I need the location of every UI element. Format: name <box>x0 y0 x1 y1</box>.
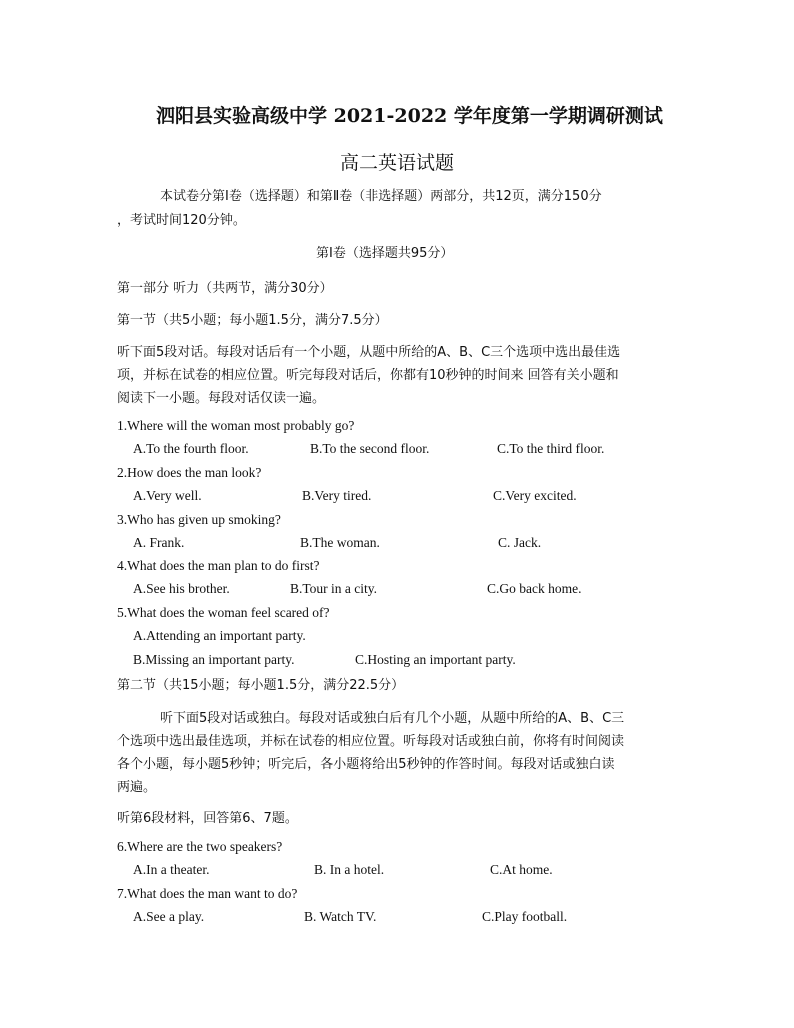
question-stem: 4.What does the man plan to do first? <box>117 558 320 573</box>
option-b: B. Watch TV. <box>304 909 377 924</box>
section2-heading: 第二节（共15小题；每小题1.5分，满分22.5分） <box>117 678 405 693</box>
option-a: A.To the fourth floor. <box>133 441 249 456</box>
question-stem: 7.What does the man want to do? <box>117 886 298 901</box>
section2-instruction: 听下面5段对话或独白。每段对话或独白后有几个小题，从题中所给的A、B、C三 <box>160 711 625 726</box>
option-c: C.To the third floor. <box>497 441 605 456</box>
section1-instruction: 听下面5段对话。每段对话后有一个小题，从题中所给的A、B、C三个选项中选出最佳选 <box>117 345 621 360</box>
option-a: A.In a theater. <box>133 862 210 877</box>
question-stem: 1.Where will the woman most probably go? <box>117 418 355 433</box>
option-c: C. Jack. <box>498 535 542 550</box>
option-b: B.To the second floor. <box>310 441 430 456</box>
option-b: B.Tour in a city. <box>290 581 378 596</box>
option-c: C.Go back home. <box>487 581 582 596</box>
material-heading: 听第6段材料，回答第6、7题。 <box>117 811 298 826</box>
section2-instruction: 各个小题，每小题5秒钟；听完后，各小题将给出5秒钟的作答时间。每段对话或独白读 <box>117 757 615 772</box>
section2-instruction: 两遍。 <box>117 780 157 795</box>
option-a: A.See a play. <box>133 909 205 924</box>
option-a: A. Frank. <box>133 535 185 550</box>
question-stem: 3.Who has given up smoking? <box>117 512 281 527</box>
option-a: A.Very well. <box>133 488 202 503</box>
intro-text-cont: ，考试时间120分钟。 <box>117 213 246 228</box>
option-c: C.Very excited. <box>493 488 577 503</box>
part1-heading: 第一部分 听力（共两节，满分30分） <box>117 281 333 296</box>
option-c: C.Play football. <box>482 909 568 924</box>
option-b: B.Missing an important party. <box>133 652 295 667</box>
section1-heading: 第一节（共5小题；每小题1.5分，满分7.5分） <box>117 313 388 328</box>
option-a: A.Attending an important party. <box>133 628 306 643</box>
option-b: B. In a hotel. <box>314 862 385 877</box>
option-a: A.See his brother. <box>133 581 230 596</box>
section1-instruction: 项，并标在试卷的相应位置。听完每段对话后，你都有10秒钟的时间来 回答有关小题和 <box>117 368 619 383</box>
volume-heading: 第Ⅰ卷（选择题共95分） <box>316 246 454 261</box>
question-stem: 5.What does the woman feel scared of? <box>117 605 330 620</box>
question-stem: 2.How does the man look? <box>117 465 262 480</box>
option-c: C.Hosting an important party. <box>355 652 516 667</box>
intro-text: 本试卷分第Ⅰ卷（选择题）和第Ⅱ卷（非选择题）两部分，共12页，满分150分 <box>160 189 602 204</box>
option-b: B.The woman. <box>300 535 380 550</box>
exam-title: 泗阳县实验高级中学 2021-2022 学年度第一学期调研测试 <box>156 105 663 127</box>
section2-instruction: 个选项中选出最佳选项，并标在试卷的相应位置。听每段对话或独白前，你将有时间阅读 <box>117 734 625 749</box>
question-stem: 6.Where are the two speakers? <box>117 839 283 854</box>
exam-subtitle: 高二英语试题 <box>340 152 455 174</box>
option-b: B.Very tired. <box>302 488 372 503</box>
option-c: C.At home. <box>490 862 553 877</box>
section1-instruction: 阅读下一小题。每段对话仅读一遍。 <box>117 391 326 406</box>
